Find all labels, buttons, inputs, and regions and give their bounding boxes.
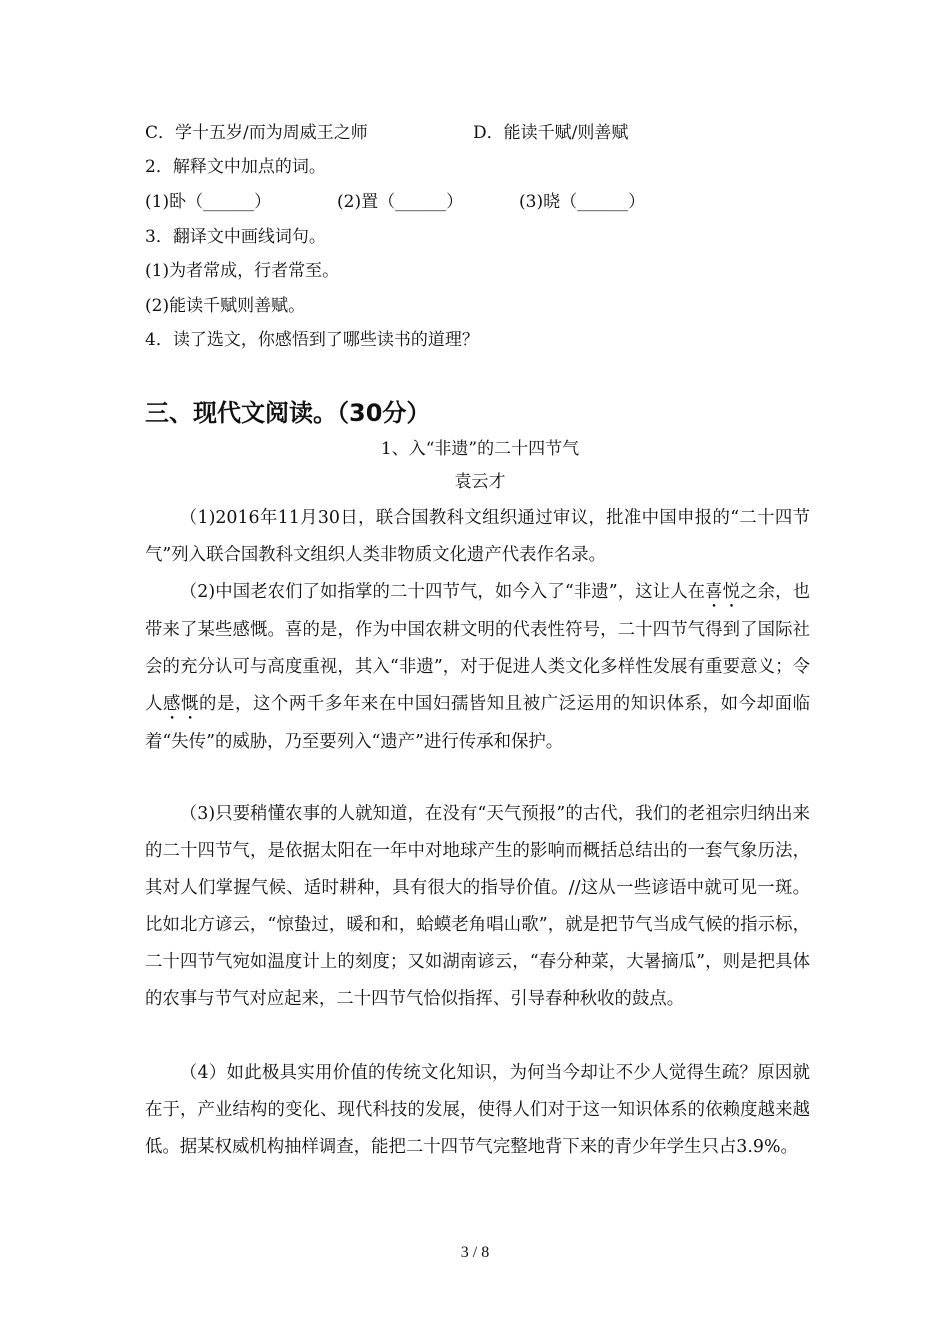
option-c: C．学十五岁/而为周威王之师: [145, 123, 368, 143]
paragraph-1: （1)2016年11月30日，联合国教科文组织通过审议，批准中国申报的“二十四节气”列入联合国教科文组织人类非物质文化遗产代表作名录。: [145, 508, 810, 565]
paragraph-2: [145, 574, 810, 761]
page-number: 3 / 8: [460, 1244, 490, 1261]
paragraph-3: （3)只要稍懂农事的人就知道，在没有“天气预报”的古代，我们的老祖宗归纳出来的二十四节气，是依据太阳在一年中对地球产生的影响而概括总结出的一套气象历法，其对人们掌握气候、适时耕种，具有很大的指导价值。//这从一些谚语中就可见一斑。比如北方谚云，“惊蛰过，暖和和，蛤蟆老角唱山歌”，就是把节气当成气候的指示标，二十四节气宛如温度计上的刻度；又如湖南谚云，“春分种菜，大暑摘瓜”，则是把具体的农事与节气对应起来，二十四节气恰似指挥、引导春种秋收的鼓点。: [145, 804, 810, 1009]
article-author: 袁云才: [454, 472, 506, 492]
question-3: 3．翻译文中画线词句。: [145, 227, 326, 247]
q2-item-2: (2)置（______）: [337, 192, 464, 212]
paragraph-4: （4）如此极具实用价值的传统文化知识，为何当今却让不少人觉得生疏？原因就在于，产业结构的变化、现代科技的发展，使得人们对于这一知识体系的依赖度越来越低。据某权威机构抽样调查，能把二十四节气完整地背下来的青少年学生只占3.9%。: [145, 1063, 810, 1157]
section-title: 三、现代文阅读。（30分）: [145, 399, 431, 427]
p2-part-c: 之余，也带来了某些感慨。喜的是，作为中国农耕文明的代表性符号，二十四节气得到了国际社会的充分认可与高度重视，其入“非遗”，对于促进人类文化多样性发展有重要意义；令人: [145, 582, 810, 714]
p2-part-e: 的是，这个两千多年来在中国妇孺皆知且被广泛运用的知识体系，如今却面临着“失传”的威胁，乃至要列入“遗产”进行传承和保护。: [145, 694, 810, 752]
article-title: 1、入“非遗”的二十四节气: [380, 439, 580, 459]
q2-item-1: (1)卧（______）: [145, 192, 272, 212]
p2-part-a: （2)中国老农们了如指掌的二十四节气，如今入了“非遗”，这让人在: [179, 582, 706, 602]
q2-item-3: (3)晓（______）: [519, 192, 646, 212]
q3-item-2: (2)能读千赋则善赋。: [145, 296, 306, 316]
p2-dotted-xiyue: 喜悦: [705, 582, 741, 602]
option-d: D．能读千赋/则善赋: [473, 123, 629, 143]
p2-dotted-ganka: 感慨: [163, 694, 199, 714]
question-2: 2．解释文中加点的词。: [145, 157, 326, 177]
q3-item-1: (1)为者常成，行者常至。: [145, 261, 340, 281]
question-4: 4．读了选文，你感悟到了哪些读书的道理？: [145, 330, 479, 350]
